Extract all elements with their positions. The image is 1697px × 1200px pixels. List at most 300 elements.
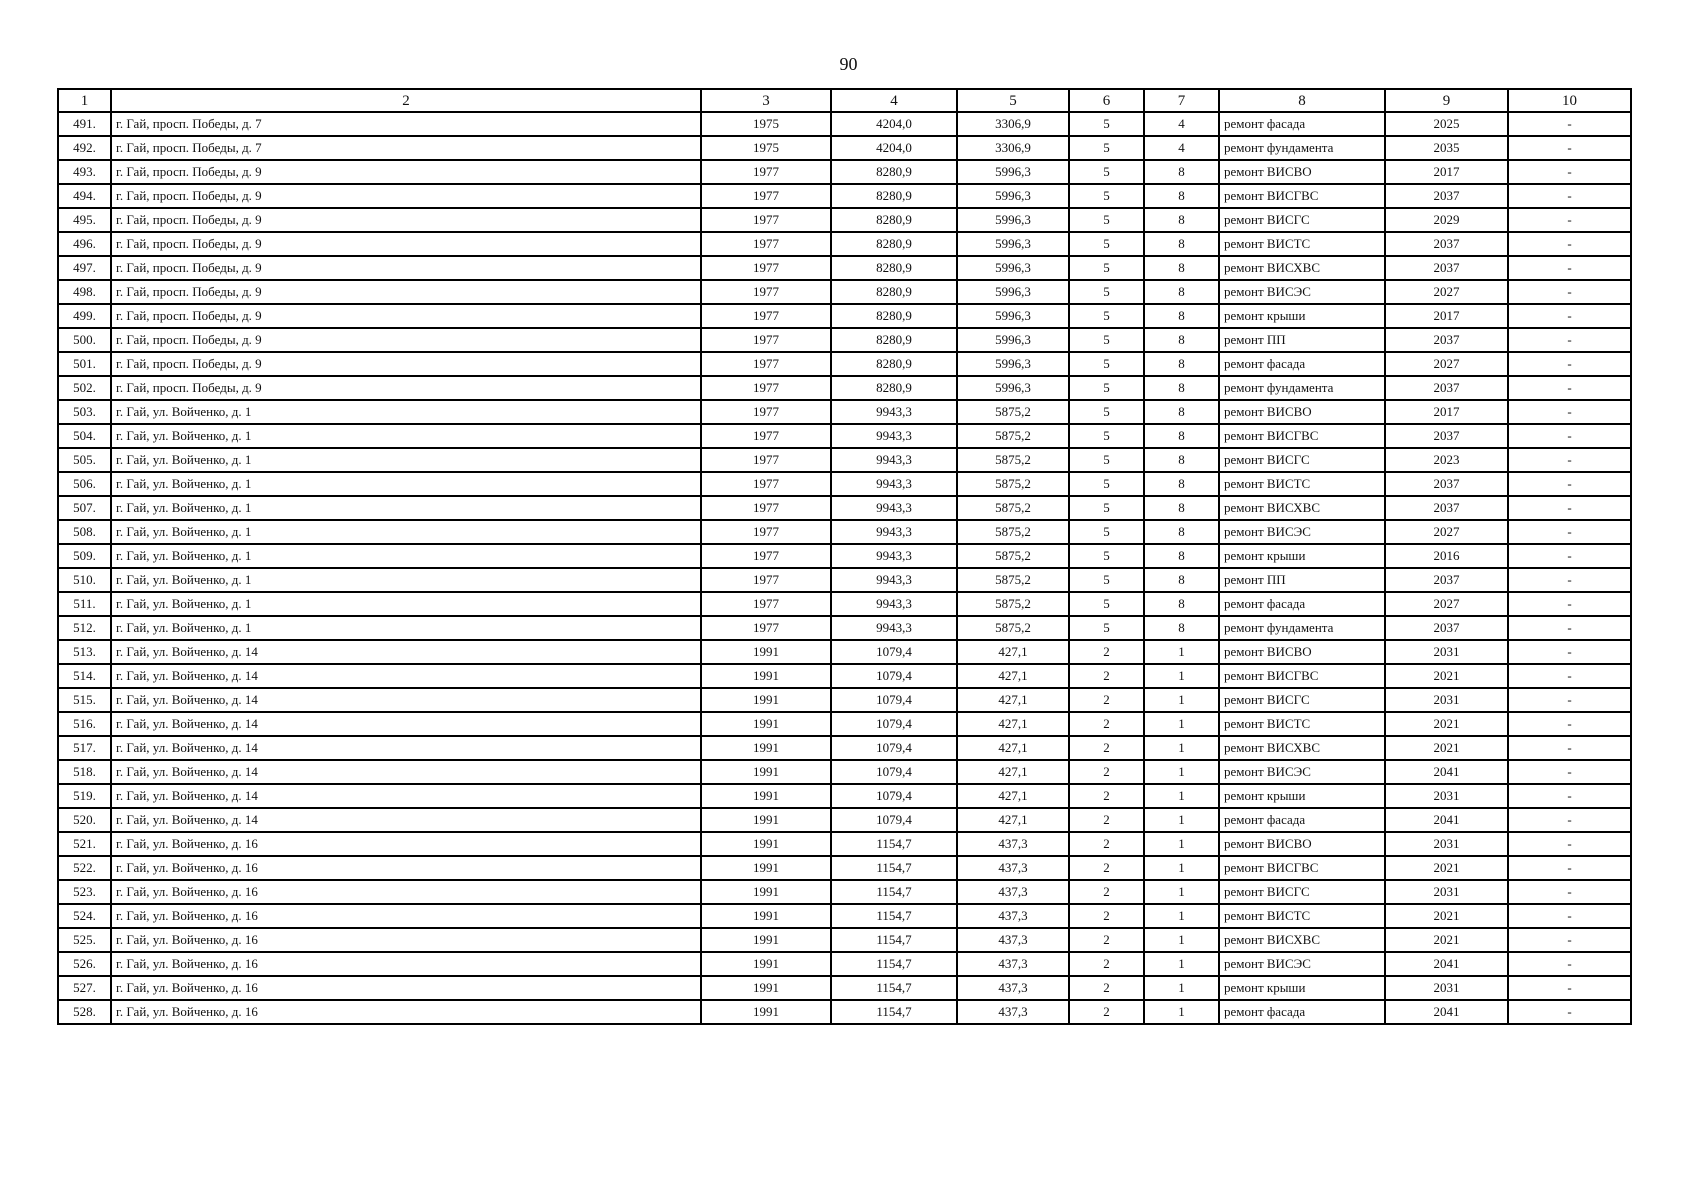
planned-year-cell: 2041: [1385, 760, 1508, 784]
planned-year-cell: 2021: [1385, 712, 1508, 736]
entrances-cell: 1: [1144, 832, 1219, 856]
year-cell: 1977: [701, 232, 831, 256]
year-cell: 1977: [701, 304, 831, 328]
table-row: [58, 688, 1631, 712]
area-living-cell: 427,1: [957, 760, 1069, 784]
work-type-cell: ремонт ВИСГС: [1219, 688, 1385, 712]
planned-year-cell: 2016: [1385, 544, 1508, 568]
note-cell: -: [1508, 520, 1631, 544]
table-row: [58, 808, 1631, 832]
planned-year-cell: 2021: [1385, 904, 1508, 928]
row-number: 522.: [58, 856, 111, 880]
planned-year-cell: 2041: [1385, 1000, 1508, 1024]
floors-cell: 5: [1069, 520, 1144, 544]
work-type-cell: ремонт фундамента: [1219, 376, 1385, 400]
row-number: 525.: [58, 928, 111, 952]
floors-cell: 2: [1069, 712, 1144, 736]
area-total-cell: 1079,4: [831, 664, 957, 688]
floors-cell: 5: [1069, 304, 1144, 328]
area-total-cell: 8280,9: [831, 232, 957, 256]
table-row: [58, 448, 1631, 472]
planned-year-cell: 2027: [1385, 520, 1508, 544]
note-cell: -: [1508, 904, 1631, 928]
year-cell: 1975: [701, 112, 831, 136]
work-type-cell: ремонт ВИСГС: [1219, 448, 1385, 472]
table-row: [58, 904, 1631, 928]
area-living-cell: 437,3: [957, 880, 1069, 904]
year-cell: 1991: [701, 808, 831, 832]
year-cell: 1977: [701, 400, 831, 424]
entrances-cell: 8: [1144, 280, 1219, 304]
table-row: [58, 952, 1631, 976]
entrances-cell: 8: [1144, 304, 1219, 328]
area-total-cell: 9943,3: [831, 592, 957, 616]
address-cell: г. Гай, ул. Войченко, д. 14: [111, 784, 701, 808]
floors-cell: 5: [1069, 184, 1144, 208]
area-living-cell: 437,3: [957, 856, 1069, 880]
planned-year-cell: 2031: [1385, 832, 1508, 856]
address-cell: г. Гай, ул. Войченко, д. 1: [111, 448, 701, 472]
entrances-cell: 8: [1144, 376, 1219, 400]
work-type-cell: ремонт ВИСТС: [1219, 904, 1385, 928]
work-type-cell: ремонт ВИСХВС: [1219, 496, 1385, 520]
year-cell: 1991: [701, 928, 831, 952]
area-living-cell: 3306,9: [957, 112, 1069, 136]
row-number: 505.: [58, 448, 111, 472]
table-row: [58, 976, 1631, 1000]
year-cell: 1991: [701, 712, 831, 736]
year-cell: 1991: [701, 1000, 831, 1024]
note-cell: -: [1508, 1000, 1631, 1024]
note-cell: -: [1508, 832, 1631, 856]
floors-cell: 2: [1069, 808, 1144, 832]
work-type-cell: ремонт ВИСВО: [1219, 400, 1385, 424]
column-header-4: 4: [831, 89, 957, 112]
planned-year-cell: 2031: [1385, 880, 1508, 904]
floors-cell: 2: [1069, 880, 1144, 904]
row-number: 517.: [58, 736, 111, 760]
work-type-cell: ремонт фундамента: [1219, 136, 1385, 160]
floors-cell: 2: [1069, 640, 1144, 664]
area-living-cell: 5996,3: [957, 304, 1069, 328]
planned-year-cell: 2037: [1385, 424, 1508, 448]
planned-year-cell: 2037: [1385, 472, 1508, 496]
note-cell: -: [1508, 424, 1631, 448]
area-total-cell: 9943,3: [831, 448, 957, 472]
note-cell: -: [1508, 280, 1631, 304]
entrances-cell: 8: [1144, 328, 1219, 352]
column-header-6: 6: [1069, 89, 1144, 112]
column-header-1: 1: [58, 89, 111, 112]
planned-year-cell: 2021: [1385, 736, 1508, 760]
area-living-cell: 427,1: [957, 688, 1069, 712]
area-total-cell: 1154,7: [831, 832, 957, 856]
row-number: 499.: [58, 304, 111, 328]
planned-year-cell: 2027: [1385, 592, 1508, 616]
note-cell: -: [1508, 640, 1631, 664]
area-total-cell: 1079,4: [831, 760, 957, 784]
area-living-cell: 427,1: [957, 808, 1069, 832]
note-cell: -: [1508, 568, 1631, 592]
note-cell: -: [1508, 760, 1631, 784]
area-total-cell: 8280,9: [831, 208, 957, 232]
entrances-cell: 8: [1144, 184, 1219, 208]
area-total-cell: 1154,7: [831, 1000, 957, 1024]
entrances-cell: 8: [1144, 208, 1219, 232]
table-row: [58, 376, 1631, 400]
area-total-cell: 8280,9: [831, 352, 957, 376]
work-type-cell: ремонт фасада: [1219, 1000, 1385, 1024]
floors-cell: 5: [1069, 496, 1144, 520]
address-cell: г. Гай, ул. Войченко, д. 16: [111, 904, 701, 928]
address-cell: г. Гай, ул. Войченко, д. 16: [111, 928, 701, 952]
area-total-cell: 8280,9: [831, 184, 957, 208]
area-total-cell: 1079,4: [831, 640, 957, 664]
area-living-cell: 437,3: [957, 928, 1069, 952]
row-number: 491.: [58, 112, 111, 136]
note-cell: -: [1508, 712, 1631, 736]
work-type-cell: ремонт ВИСГВС: [1219, 424, 1385, 448]
table-row: [58, 856, 1631, 880]
year-cell: 1977: [701, 592, 831, 616]
column-header-8: 8: [1219, 89, 1385, 112]
floors-cell: 5: [1069, 208, 1144, 232]
year-cell: 1977: [701, 496, 831, 520]
area-total-cell: 1154,7: [831, 976, 957, 1000]
work-type-cell: ремонт ВИСХВС: [1219, 736, 1385, 760]
floors-cell: 5: [1069, 472, 1144, 496]
address-cell: г. Гай, ул. Войченко, д. 14: [111, 808, 701, 832]
year-cell: 1991: [701, 856, 831, 880]
floors-cell: 2: [1069, 856, 1144, 880]
row-number: 503.: [58, 400, 111, 424]
table-header: [58, 89, 1631, 112]
area-total-cell: 8280,9: [831, 280, 957, 304]
note-cell: -: [1508, 400, 1631, 424]
area-living-cell: 5875,2: [957, 448, 1069, 472]
address-cell: г. Гай, просп. Победы, д. 7: [111, 136, 701, 160]
table-row: [58, 520, 1631, 544]
row-number: 492.: [58, 136, 111, 160]
address-cell: г. Гай, ул. Войченко, д. 1: [111, 520, 701, 544]
address-cell: г. Гай, ул. Войченко, д. 16: [111, 832, 701, 856]
area-living-cell: 5996,3: [957, 376, 1069, 400]
work-type-cell: ремонт ВИСХВС: [1219, 928, 1385, 952]
planned-year-cell: 2017: [1385, 304, 1508, 328]
note-cell: -: [1508, 160, 1631, 184]
floors-cell: 2: [1069, 736, 1144, 760]
area-total-cell: 8280,9: [831, 304, 957, 328]
table-row: [58, 424, 1631, 448]
work-type-cell: ремонт ВИСГС: [1219, 880, 1385, 904]
entrances-cell: 1: [1144, 688, 1219, 712]
note-cell: -: [1508, 808, 1631, 832]
address-cell: г. Гай, просп. Победы, д. 9: [111, 256, 701, 280]
entrances-cell: 4: [1144, 136, 1219, 160]
entrances-cell: 1: [1144, 808, 1219, 832]
year-cell: 1991: [701, 688, 831, 712]
area-living-cell: 5875,2: [957, 616, 1069, 640]
planned-year-cell: 2031: [1385, 688, 1508, 712]
area-living-cell: 5875,2: [957, 520, 1069, 544]
table-row: [58, 616, 1631, 640]
table-row: [58, 712, 1631, 736]
area-living-cell: 427,1: [957, 784, 1069, 808]
area-total-cell: 1154,7: [831, 928, 957, 952]
row-number: 518.: [58, 760, 111, 784]
planned-year-cell: 2037: [1385, 328, 1508, 352]
address-cell: г. Гай, ул. Войченко, д. 16: [111, 1000, 701, 1024]
area-total-cell: 1079,4: [831, 712, 957, 736]
floors-cell: 5: [1069, 448, 1144, 472]
note-cell: -: [1508, 376, 1631, 400]
year-cell: 1991: [701, 880, 831, 904]
area-living-cell: 427,1: [957, 736, 1069, 760]
table-row: [58, 304, 1631, 328]
note-cell: -: [1508, 112, 1631, 136]
area-living-cell: 5996,3: [957, 160, 1069, 184]
work-type-cell: ремонт фасада: [1219, 352, 1385, 376]
address-cell: г. Гай, ул. Войченко, д. 1: [111, 400, 701, 424]
planned-year-cell: 2017: [1385, 400, 1508, 424]
row-number: 501.: [58, 352, 111, 376]
planned-year-cell: 2027: [1385, 280, 1508, 304]
work-type-cell: ремонт фундамента: [1219, 616, 1385, 640]
year-cell: 1991: [701, 784, 831, 808]
address-cell: г. Гай, ул. Войченко, д. 16: [111, 976, 701, 1000]
table-row: [58, 352, 1631, 376]
year-cell: 1977: [701, 328, 831, 352]
note-cell: -: [1508, 352, 1631, 376]
area-total-cell: 9943,3: [831, 424, 957, 448]
entrances-cell: 8: [1144, 424, 1219, 448]
area-total-cell: 8280,9: [831, 376, 957, 400]
floors-cell: 2: [1069, 1000, 1144, 1024]
year-cell: 1977: [701, 448, 831, 472]
address-cell: г. Гай, просп. Победы, д. 9: [111, 232, 701, 256]
entrances-cell: 1: [1144, 952, 1219, 976]
column-header-2: 2: [111, 89, 701, 112]
entrances-cell: 1: [1144, 736, 1219, 760]
row-number: 512.: [58, 616, 111, 640]
address-cell: г. Гай, ул. Войченко, д. 1: [111, 616, 701, 640]
area-living-cell: 437,3: [957, 952, 1069, 976]
area-living-cell: 5875,2: [957, 496, 1069, 520]
work-type-cell: ремонт крыши: [1219, 976, 1385, 1000]
year-cell: 1977: [701, 544, 831, 568]
table-row: [58, 208, 1631, 232]
work-type-cell: ремонт ВИСЭС: [1219, 280, 1385, 304]
area-total-cell: 1079,4: [831, 784, 957, 808]
note-cell: -: [1508, 136, 1631, 160]
year-cell: 1977: [701, 520, 831, 544]
year-cell: 1977: [701, 352, 831, 376]
row-number: 502.: [58, 376, 111, 400]
note-cell: -: [1508, 304, 1631, 328]
note-cell: -: [1508, 184, 1631, 208]
year-cell: 1977: [701, 280, 831, 304]
area-living-cell: 437,3: [957, 976, 1069, 1000]
row-number: 514.: [58, 664, 111, 688]
work-type-cell: ремонт ВИСГВС: [1219, 856, 1385, 880]
address-cell: г. Гай, ул. Войченко, д. 1: [111, 568, 701, 592]
area-living-cell: 437,3: [957, 904, 1069, 928]
repair-schedule-table: [57, 88, 1632, 1025]
work-type-cell: ремонт ВИСГВС: [1219, 184, 1385, 208]
year-cell: 1991: [701, 952, 831, 976]
row-number: 500.: [58, 328, 111, 352]
entrances-cell: 8: [1144, 496, 1219, 520]
entrances-cell: 4: [1144, 112, 1219, 136]
page-number: 90: [839, 54, 858, 74]
note-cell: -: [1508, 592, 1631, 616]
note-cell: -: [1508, 232, 1631, 256]
area-total-cell: 9943,3: [831, 400, 957, 424]
year-cell: 1991: [701, 664, 831, 688]
address-cell: г. Гай, ул. Войченко, д. 14: [111, 712, 701, 736]
area-total-cell: 9943,3: [831, 544, 957, 568]
row-number: 495.: [58, 208, 111, 232]
planned-year-cell: 2027: [1385, 352, 1508, 376]
planned-year-cell: 2037: [1385, 256, 1508, 280]
year-cell: 1977: [701, 568, 831, 592]
floors-cell: 5: [1069, 112, 1144, 136]
planned-year-cell: 2041: [1385, 952, 1508, 976]
header-row: [58, 89, 1631, 112]
area-total-cell: 1154,7: [831, 856, 957, 880]
address-cell: г. Гай, просп. Победы, д. 9: [111, 352, 701, 376]
year-cell: 1977: [701, 256, 831, 280]
floors-cell: 2: [1069, 760, 1144, 784]
area-total-cell: 9943,3: [831, 568, 957, 592]
floors-cell: 5: [1069, 352, 1144, 376]
floors-cell: 2: [1069, 928, 1144, 952]
work-type-cell: ремонт ВИСЭС: [1219, 952, 1385, 976]
area-living-cell: 5875,2: [957, 544, 1069, 568]
table-row: [58, 568, 1631, 592]
area-total-cell: 8280,9: [831, 328, 957, 352]
note-cell: -: [1508, 256, 1631, 280]
work-type-cell: ремонт крыши: [1219, 304, 1385, 328]
year-cell: 1975: [701, 136, 831, 160]
planned-year-cell: 2035: [1385, 136, 1508, 160]
area-living-cell: 5996,3: [957, 352, 1069, 376]
row-number: 527.: [58, 976, 111, 1000]
entrances-cell: 1: [1144, 640, 1219, 664]
area-living-cell: 5996,3: [957, 184, 1069, 208]
entrances-cell: 1: [1144, 904, 1219, 928]
note-cell: -: [1508, 496, 1631, 520]
year-cell: 1977: [701, 472, 831, 496]
area-total-cell: 8280,9: [831, 256, 957, 280]
table-row: [58, 928, 1631, 952]
address-cell: г. Гай, ул. Войченко, д. 1: [111, 472, 701, 496]
row-number: 510.: [58, 568, 111, 592]
year-cell: 1991: [701, 760, 831, 784]
address-cell: г. Гай, ул. Войченко, д. 14: [111, 760, 701, 784]
planned-year-cell: 2037: [1385, 376, 1508, 400]
work-type-cell: ремонт крыши: [1219, 784, 1385, 808]
work-type-cell: ремонт ВИСЭС: [1219, 520, 1385, 544]
note-cell: -: [1508, 688, 1631, 712]
row-number: 511.: [58, 592, 111, 616]
table-row: [58, 472, 1631, 496]
floors-cell: 2: [1069, 904, 1144, 928]
planned-year-cell: 2017: [1385, 160, 1508, 184]
entrances-cell: 8: [1144, 568, 1219, 592]
area-living-cell: 427,1: [957, 640, 1069, 664]
table-row: [58, 136, 1631, 160]
entrances-cell: 1: [1144, 1000, 1219, 1024]
floors-cell: 5: [1069, 328, 1144, 352]
address-cell: г. Гай, просп. Победы, д. 7: [111, 112, 701, 136]
row-number: 516.: [58, 712, 111, 736]
entrances-cell: 1: [1144, 976, 1219, 1000]
address-cell: г. Гай, просп. Победы, д. 9: [111, 280, 701, 304]
year-cell: 1991: [701, 976, 831, 1000]
note-cell: -: [1508, 208, 1631, 232]
area-total-cell: 1079,4: [831, 688, 957, 712]
planned-year-cell: 2037: [1385, 496, 1508, 520]
area-living-cell: 5875,2: [957, 400, 1069, 424]
row-number: 515.: [58, 688, 111, 712]
column-header-9: 9: [1385, 89, 1508, 112]
column-header-3: 3: [701, 89, 831, 112]
area-total-cell: 9943,3: [831, 496, 957, 520]
planned-year-cell: 2021: [1385, 856, 1508, 880]
address-cell: г. Гай, просп. Победы, д. 9: [111, 328, 701, 352]
row-number: 508.: [58, 520, 111, 544]
row-number: 498.: [58, 280, 111, 304]
table-row: [58, 592, 1631, 616]
year-cell: 1991: [701, 832, 831, 856]
year-cell: 1977: [701, 424, 831, 448]
area-total-cell: 9943,3: [831, 616, 957, 640]
area-total-cell: 9943,3: [831, 472, 957, 496]
table-row: [58, 280, 1631, 304]
area-living-cell: 5875,2: [957, 472, 1069, 496]
address-cell: г. Гай, просп. Победы, д. 9: [111, 208, 701, 232]
table-row: [58, 232, 1631, 256]
area-total-cell: 1154,7: [831, 904, 957, 928]
table-row: [58, 544, 1631, 568]
area-living-cell: 5996,3: [957, 208, 1069, 232]
row-number: 519.: [58, 784, 111, 808]
table-row: [58, 832, 1631, 856]
note-cell: -: [1508, 976, 1631, 1000]
work-type-cell: ремонт ВИСВО: [1219, 832, 1385, 856]
floors-cell: 5: [1069, 256, 1144, 280]
work-type-cell: ремонт ВИСЭС: [1219, 760, 1385, 784]
floors-cell: 2: [1069, 664, 1144, 688]
note-cell: -: [1508, 784, 1631, 808]
column-header-10: 10: [1508, 89, 1631, 112]
address-cell: г. Гай, ул. Войченко, д. 1: [111, 496, 701, 520]
row-number: 523.: [58, 880, 111, 904]
entrances-cell: 1: [1144, 856, 1219, 880]
area-total-cell: 4204,0: [831, 112, 957, 136]
floors-cell: 2: [1069, 688, 1144, 712]
entrances-cell: 8: [1144, 448, 1219, 472]
entrances-cell: 8: [1144, 160, 1219, 184]
row-number: 496.: [58, 232, 111, 256]
planned-year-cell: 2023: [1385, 448, 1508, 472]
work-type-cell: ремонт ПП: [1219, 568, 1385, 592]
row-number: 493.: [58, 160, 111, 184]
table-row: [58, 1000, 1631, 1024]
work-type-cell: ремонт ВИСТС: [1219, 232, 1385, 256]
row-number: 504.: [58, 424, 111, 448]
